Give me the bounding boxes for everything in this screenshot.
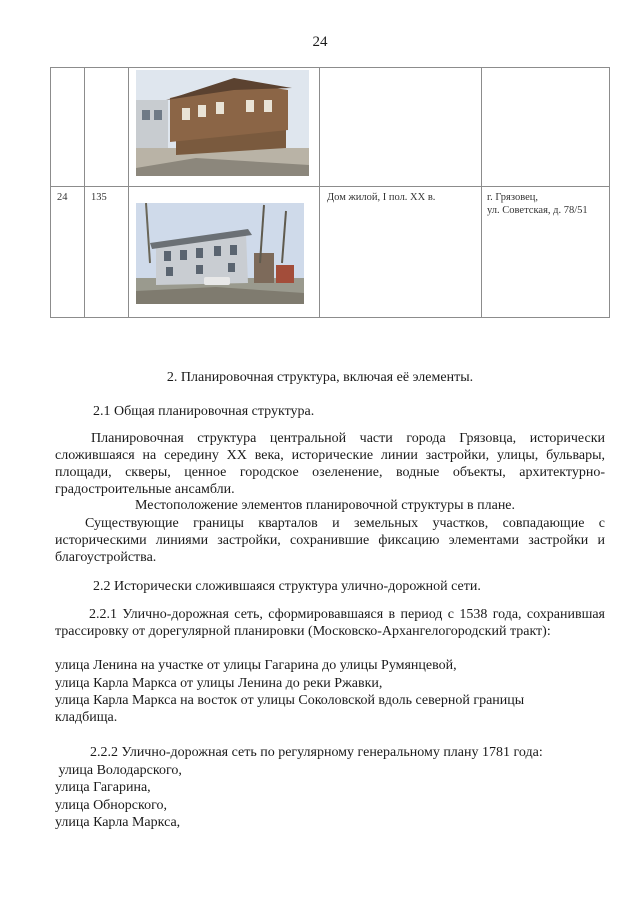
list-item: кладбища. [55,710,118,725]
paragraph-2-2-2: 2.2.2 Улично-дорожная сеть по регулярному генеральному плану 1781 года: [90,745,543,760]
paragraph-elements-location: Местоположение элементов планировочной структуры в плане. [135,498,516,513]
table-col-divider [319,68,320,317]
table-col-divider [481,68,482,317]
section-heading-2-2: 2.2 Исторически сложившаяся структура улично-дорожной сети. [93,579,481,594]
list-item: улица Карла Маркса, [55,815,181,830]
section-heading-2: 2. Планировочная структура, включая её элементы. [166,370,474,385]
monument-table [50,67,610,318]
section-heading-2-1: 2.1 Общая планировочная структура. [93,404,315,419]
list-item: улица Карла Маркса на восток от улицы Соколовской вдоль северной границы [55,693,525,708]
address-city: г. Грязовец, [487,192,538,203]
list-item: улица Володарского, [55,763,182,778]
list-item: улица Гагарина, [55,780,151,795]
table-col-divider [84,68,85,317]
two-storey-house-photo [136,203,304,304]
address-street: ул. Советская, д. 78/51 [487,205,588,216]
object-name: Дом жилой, I пол. XX в. [327,192,436,203]
list-item: улица Обнорского, [55,798,167,813]
paragraph-quarter-boundaries: Существующие границы кварталов и земельных участков, совпадающие с историческими линиями застройки, сохранившие фиксацию элементами застройки и благоустройства. [55,516,605,565]
list-item: улица Карла Маркса от улицы Ленина до реки Ржавки, [55,676,383,691]
wooden-house-photo [136,70,309,176]
paragraph-2-2-1: 2.2.1 Улично-дорожная сеть, сформировавшаяся в период с 1538 года, сохранившая трассировку от дорегулярной планировки (Московско-Архангелогородский тракт): [55,607,605,639]
list-item: улица Ленина на участке от улицы Гагарина до улицы Румянцевой, [55,658,457,673]
row-number: 24 [57,192,68,203]
table-row-divider [51,186,609,187]
row-code: 135 [91,192,107,203]
page-number: 24 [312,34,328,50]
table-col-divider [128,68,129,317]
paragraph-planning-structure: Планировочная структура центральной части города Грязовца, исторически сложившаяся на середину XX века, исторические линии застройки, улицы, бульвары, площади, скверы, ценное городское озеленение, водные объекты, архитектурно-градостроительные ансамбли. [55,431,605,497]
